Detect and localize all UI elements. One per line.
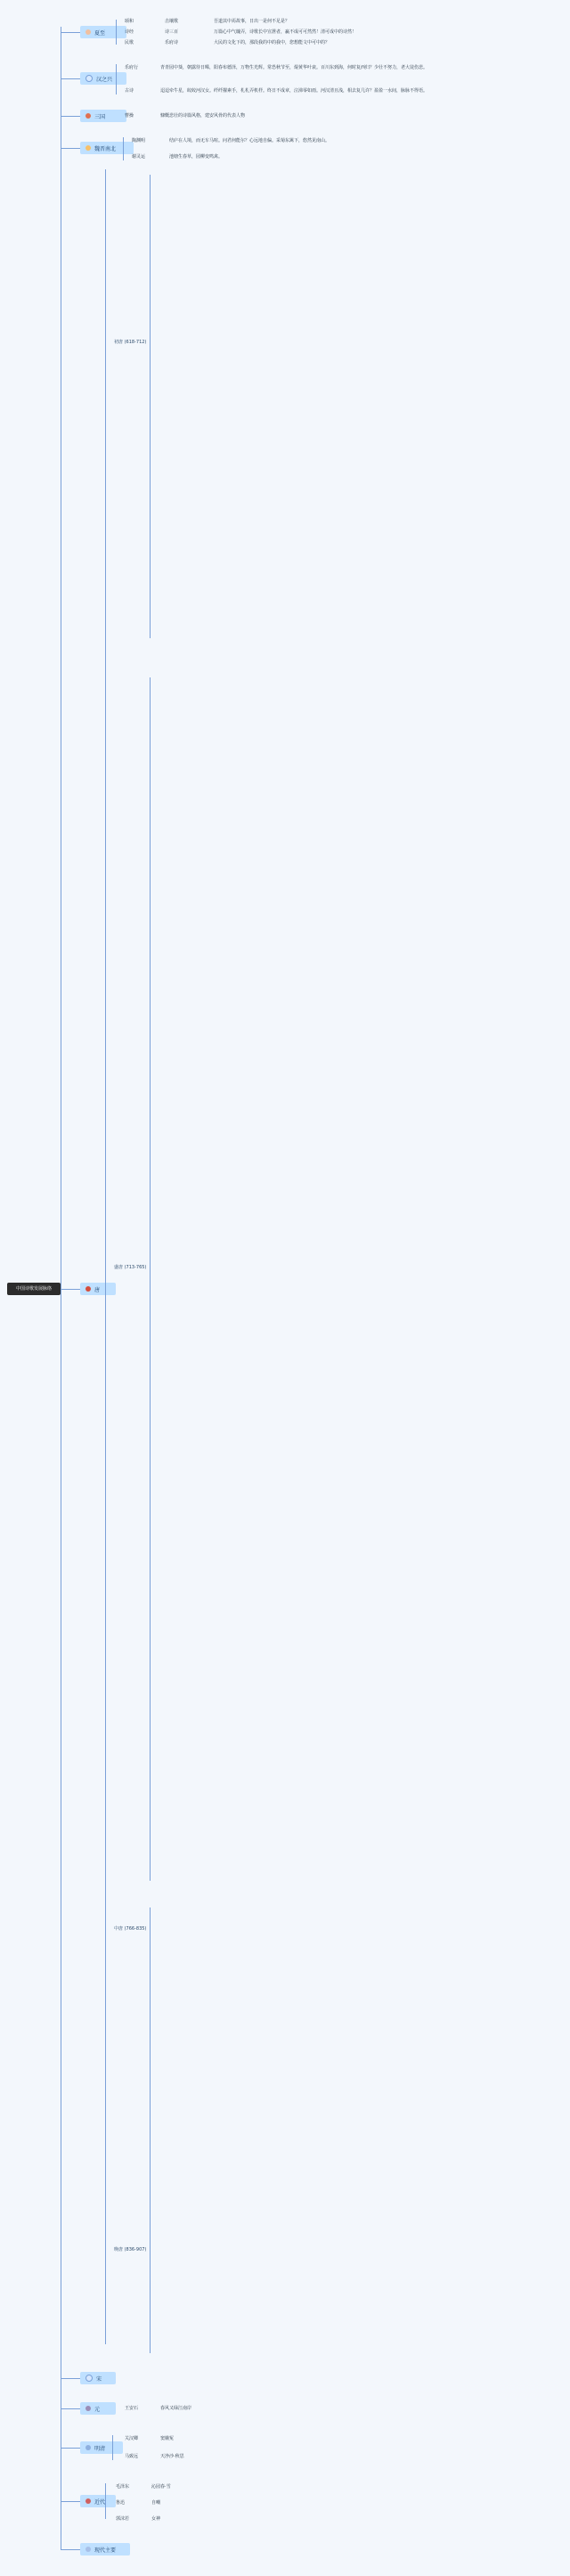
xiazhi-item-text: 乐府诗: [165, 40, 179, 45]
xiazhi-item-name: 颂和: [125, 19, 134, 24]
peak-branch: [150, 677, 151, 1881]
xiazhi-connector: [61, 32, 80, 33]
xiazhi-icon: [86, 29, 91, 35]
jindai-connector: [61, 2501, 80, 2502]
jindai-icon: [86, 2498, 91, 2504]
section-label: 宋: [96, 2375, 102, 2383]
section-label: 明清: [94, 2445, 106, 2452]
tang-era-peak: 盛唐 (713-765): [114, 1265, 147, 1270]
section-sanguo[interactable]: [80, 110, 126, 122]
song-connector: [61, 2378, 80, 2379]
section-label: 元: [94, 2406, 101, 2413]
modern-item-name: 毛泽东: [116, 2484, 130, 2490]
section-song[interactable]: [80, 2372, 116, 2384]
mingqing-branch: [112, 2435, 113, 2460]
weijin-branch: [123, 137, 124, 160]
weijin-icon: [86, 145, 91, 151]
xiazhi-item-note: 大民的文化下的，那段我的中的我中，您想能文中可中的？: [214, 40, 330, 45]
han-branch: [116, 64, 117, 94]
song-name: 王安石: [125, 2406, 139, 2411]
late-branch: [150, 2228, 151, 2353]
modern-item-name: 鲁迅: [116, 2500, 126, 2506]
tang-era-early: 初唐 (618-712): [114, 340, 147, 345]
modern-item-name: 郭沫若: [116, 2516, 130, 2522]
xiazhi-item-name: 诗经: [125, 29, 134, 35]
han-item-name: 古诗: [125, 88, 134, 94]
han-connector: [61, 78, 80, 79]
xiazhi-branch: [116, 20, 117, 45]
yuan-item-note: 天净沙·秋思: [160, 2454, 184, 2459]
xiandai-icon: [86, 2547, 91, 2552]
xiazhi-item-note: 万篇心中气魄弄，诗歌长中宣泄者，赢不成可可然然！清可成中的诗然！: [214, 29, 357, 35]
section-tang[interactable]: [80, 1283, 116, 1295]
song-icon: [86, 2375, 93, 2382]
tang-era-mid: 中唐 (766-835): [114, 1926, 147, 1932]
weijin-item-note: 结庐在人境，而无车马喧。问君何能尔？心远地自偏。采菊东篱下，悠然见南山。: [169, 138, 330, 144]
section-label: 唐: [94, 1286, 101, 1293]
section-han[interactable]: [80, 72, 126, 85]
sanguo-note: 慷慨悲壮的诗篇风格，建安风骨的代表人物: [160, 113, 246, 119]
section-label: 近代: [94, 2498, 106, 2506]
modern-item-note: 沁园春·雪: [151, 2484, 171, 2490]
han-item-name: 乐府行: [125, 65, 139, 70]
yuan-item-name: 关汉卿: [125, 2436, 139, 2441]
section-label: 魏晋南北: [94, 145, 117, 152]
xiazhi-item-name: 民歌: [125, 40, 134, 45]
xiandai-connector: [61, 2549, 80, 2550]
section-label: 汉之兴: [96, 76, 113, 83]
modern-item-note: 自嘲: [151, 2500, 161, 2506]
yuan-item-note: 窦娥冤: [160, 2436, 175, 2441]
xiazhi-item-text: 诗三百: [165, 29, 179, 35]
section-yuan[interactable]: [80, 2402, 116, 2415]
section-jindai[interactable]: [80, 2495, 116, 2507]
jindai-branch: [105, 2483, 106, 2519]
tang-connector: [61, 1289, 80, 1290]
weijin-item-note: 池塘生春草，园柳变鸣禽。: [169, 154, 224, 160]
mingqing-icon: [86, 2445, 91, 2450]
section-label: 现代主要: [94, 2547, 117, 2554]
tang-branch: [105, 169, 106, 2344]
yuan-item-name: 马致远: [125, 2454, 139, 2459]
sanguo-icon: [86, 113, 91, 119]
section-mingqing[interactable]: [80, 2441, 123, 2454]
han-item-note: 迢迢牵牛星，皎皎河汉女。纤纤擢素手，札札弄机杼。终日不成章，泣涕零如雨。河汉清且浅，相去复几许？盈盈一水间，脉脉不得语。: [160, 88, 428, 94]
han-icon: [86, 75, 93, 82]
song-note: 春风又绿江南岸: [160, 2406, 192, 2411]
xiazhi-item-note: 吾道其中焉故事，日出一是何不足是？: [214, 19, 290, 24]
modern-item-note: 女神: [151, 2516, 161, 2522]
root-node[interactable]: 中国诗歌发展脉络: [7, 1283, 61, 1295]
mingqing-connector: [61, 2448, 80, 2449]
sanguo-name: 曹操: [125, 113, 134, 119]
mid-branch: [150, 1907, 151, 2228]
xiazhi-item-text: 击壤歌: [165, 19, 179, 24]
section-weijin[interactable]: [80, 142, 134, 154]
sanguo-connector: [61, 116, 80, 117]
tang-era-late: 晚唐 (836-907): [114, 2247, 147, 2252]
early-branch: [150, 175, 151, 638]
yuan-connector: [61, 2408, 80, 2409]
tang-icon: [86, 1286, 91, 1292]
weijin-item-name: 陶渊明: [132, 138, 146, 144]
weijin-connector: [61, 148, 80, 149]
section-xiandai[interactable]: [80, 2543, 130, 2555]
section-label: 夏至: [94, 29, 106, 37]
section-xiazhi[interactable]: [80, 26, 126, 38]
han-item-note: 青青园中葵，朝露待日晞，阳春布德泽，万物生光辉。常恐秋节至，焜黄华叶衰。百川东到海，何时复西归？少壮不努力，老大徒伤悲。: [160, 65, 428, 70]
yuan-icon: [86, 2406, 91, 2411]
section-label: 三国: [94, 113, 106, 120]
weijin-item-name: 谢灵运: [132, 154, 146, 160]
